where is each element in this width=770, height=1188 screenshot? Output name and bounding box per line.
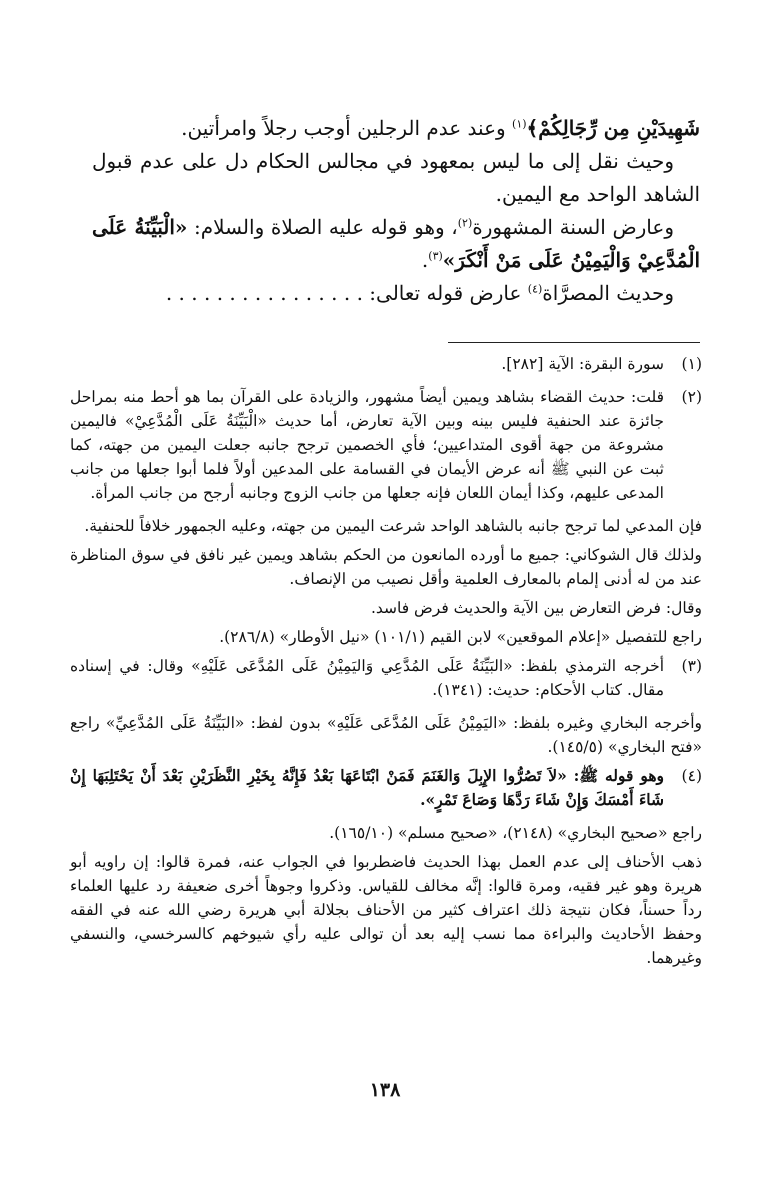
footnote-4	[70, 764, 702, 817]
footnote-3	[70, 654, 702, 707]
footnote-body	[70, 654, 664, 707]
footnote-body	[70, 764, 664, 817]
footnote-number: (٢)	[681, 388, 702, 406]
main-paragraph-1	[92, 112, 700, 145]
footnote-paragraph: أخرجه الترمذي بلفظ: «البَيِّنَةُ عَلَى المُدَّعِي وَاليَمِيْنُ عَلَى المُدَّعَى عَلَيْهِ» وقال: في إسناده مقال. كتاب الأحكام: حديث: (١٣٤١).	[70, 657, 664, 699]
footnote-ref-3: (٣)	[428, 249, 443, 263]
footnote-paragraph: قلت: حديث القضاء بشاهد ويمين أيضاً مشهور، والزيادة على القرآن بما هو أحط منه بمراحل جائزة عند الحنفية فليس بينه وبين الآية تعارض، أما حديث «الْبَيِّنَةُ عَلَى الْمُدَّعِيْ» فاليمين مشروعة من جهة أقوى المتداعيين؛ فأي الخصمين ترجح جانبه جعلت اليمين من جهته، كما ثبت عن النبي ﷺ أنه عرض الأيمان في القسامة على المدعين أولاً فلما أبوا جعلها من جانب المدعى عليهم، وكذا أيمان اللعان فإنه جعلها من جانب الزوج وجانبه أرجح من جانب المرأة.	[70, 388, 664, 502]
footnote-paragraph: ذهب الأحناف إلى عدم العمل بهذا الحديث فاضطربوا في الجواب عنه، فمرة قالوا: إن راويه أبو هريرة وهو غير فقيه، ومرة قالوا: إنَّه مخالف للقياس. وذكروا وجوهاً أخرى ضعيفة رد عليها العلماء رداً حسناً، فكان نتيجة ذلك اعتراف كثير من الأحناف بجلالة أبي هريرة رضي الله عنه في الفقه وحفظ الأحاديث والبراءة مما نسب إليه بعد أن توالى عليه رأي شيوخهم كالسرخسي، والنسفي وغيرهما.	[70, 853, 702, 967]
footnotes	[70, 352, 702, 975]
footnote-paragraph: وقال: فرض التعارض بين الآية والحديث فرض فاسد.	[370, 599, 702, 617]
footnote-number: (١)	[681, 355, 702, 373]
footnote-paragraph: وأخرجه البخاري وغيره بلفظ: «اليَمِيْنُ عَلَى المُدَّعَى عَلَيْهِ» بدون لفظ: «البَيِّنَةُ عَلَى المُدَّعِيِّ» راجع «فتح البخاري» (١٤٥/٥).	[70, 714, 702, 756]
ellipsis-dots: . . . . . . . . . . . . . . . .	[165, 281, 363, 305]
footnote-ref-1: (١)	[512, 117, 527, 131]
footnote-paragraph: ولذلك قال الشوكاني: جميع ما أورده المانعون من الحكم بشاهد ويمين غير نافق في سوق المناظرة عند من له أدنى إلمام بالمعارف العلمية وأقل نصيب من الإنصاف.	[70, 546, 702, 588]
footnote-paragraph: وهو قوله ﷺ: «لاَ تَصُرُّوا الإِبِلَ وَالغَنَمَ فَمَنْ ابْتَاعَهَا بَعْدُ فَإِنَّهُ بِخَيْرِ النَّظَرَيْنِ بَعْدَ أَنْ يَحْتَلِبَهَا إِنْ شَاءَ أَمْسَكَ وَإِنْ شَاءَ رَدَّهَا وَصَاعَ تَمْرٍ».	[70, 766, 664, 809]
main-text-4b: عارض قوله تعالى:	[362, 281, 528, 305]
main-text-3a: وعارض السنة المشهورة	[472, 215, 674, 239]
footnote-ref-4: (٤)	[527, 282, 543, 296]
quran-verse: شَهِيدَيْنِ مِن رِّجَالِكُمْ﴾	[526, 116, 700, 140]
main-text-1: وعند عدم الرجلين أوجب رجلاً وامرأتين.	[181, 116, 513, 140]
main-text-3-end: .	[421, 248, 429, 272]
footnote-body	[70, 352, 664, 381]
footnote-number: (٣)	[681, 657, 702, 675]
footnote-2	[70, 385, 702, 510]
footnote-ref-2: (٢)	[457, 216, 473, 230]
main-paragraph-3	[92, 211, 700, 277]
main-text-3b: ، وهو قوله عليه الصلاة والسلام:	[187, 215, 458, 239]
footnote-divider	[448, 342, 700, 343]
footnote-paragraph: راجع «صحيح البخاري» (٢١٤٨)، «صحيح مسلم» (١٦٥/١٠).	[329, 824, 702, 842]
main-text-4a: وحديث المصرَّاة	[542, 281, 674, 305]
main-paragraph-2: وحيث نقل إلى ما ليس بمعهود في مجالس الحكام دل على عدم قبول الشاهد الواحد مع اليمين.	[92, 149, 700, 206]
footnote-1	[70, 352, 702, 381]
footnote-paragraph: فإن المدعي لما ترجح جانبه بالشاهد الواحد شرعت اليمين من جهته، وعليه الجمهور خلافاً للحنفية.	[84, 517, 702, 535]
footnote-number: (٤)	[681, 767, 702, 785]
footnote-body	[70, 385, 664, 510]
footnote-paragraph: راجع للتفصيل «إعلام الموقعين» لابن القيم (١٠١/١) «نيل الأوطار» (٢٨٦/٨).	[219, 628, 702, 646]
main-paragraph-4	[92, 277, 700, 310]
page-number: ١٣٨	[369, 1079, 401, 1101]
footnote-paragraph: سورة البقرة: الآية [٢٨٢].	[501, 355, 664, 373]
main-text	[92, 112, 700, 310]
hadith-quote: «الْبَيِّنَةُ عَلَى الْمُدَّعِيْ وَالْيَمِيْنُ عَلَى مَنْ أَنْكَرَ»	[92, 215, 700, 272]
